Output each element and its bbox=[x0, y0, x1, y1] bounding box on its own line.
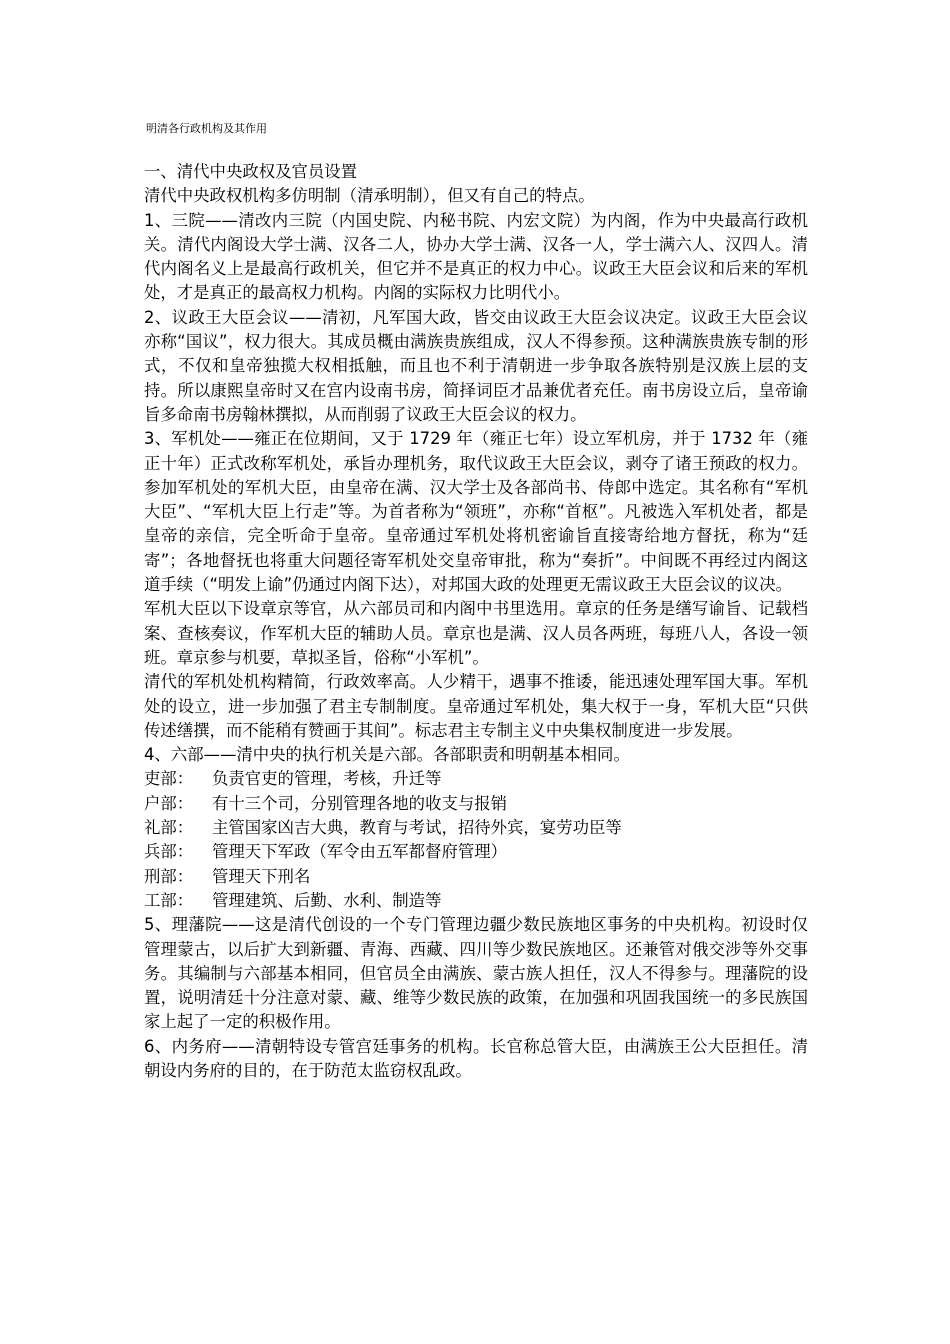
department-desc: 管理天下军政（军令由五军都督府管理） bbox=[212, 842, 508, 862]
department-name: 吏部： bbox=[144, 769, 194, 789]
paragraph-lifanyuan: 5、理藩院——这是清代创设的一个专门管理边疆少数民族地区事务的中央机构。初设时仅管理蒙古，以后扩大到新疆、青海、西藏、四川等少数民族地区。还兼管对俄交涉等外交事务。其编制与六部基本相同，但官员全由满族、蒙古族人担任，汉人不得参与。理藩院的设置，说明清廷十分注意对蒙、藏、维等少数民族的政策，在加强和巩固我国统一的多民族国家上起了一定的积极作用。 bbox=[144, 915, 808, 1032]
paragraph-zhangjing: 军机大臣以下设章京等官，从六部员司和内阁中书里选用。章京的任务是缮写谕旨、记载档案、查核奏议，作军机大臣的辅助人员。章京也是满、汉人员各两班，每班八人，各设一领班。章京参与机要，草拟圣旨，俗称“小军机”。 bbox=[144, 599, 808, 667]
paragraph-grand-council: 3、军机处——雍正在位期间，又于 1729 年（雍正七年）设立军机房，并于 1732 年（雍正十年）正式改称军机处，承旨办理机务，取代议政王大臣会议，剥夺了诸王预政的权力。参加军机处的军机大臣，由皇帝在满、汉大学士及各部尚书、侍郎中选定。其名称有“军机大臣”、“军机大臣上行走”等。为首者称为“领班”，亦称“首枢”。凡被选入军机处者，都是皇帝的亲信，完全听命于皇帝。皇帝通过军机处将机密谕旨直接寄给地方督抚，称为“廷寄”；各地督抚也将重大问题径寄军机处交皇帝审批，称为“奏折”。中间既不再经过内阁这道手续（“明发上谕”仍通过内阁下达），对邦国大政的处理更无需议政王大臣会议的议决。 bbox=[144, 429, 808, 595]
department-desc: 负责官吏的管理，考核，升迁等 bbox=[212, 769, 442, 789]
document-title: 明清各行政机构及其作用 bbox=[146, 122, 267, 135]
paragraph-intro: 清代中央政权机构多仿明制（清承明制），但又有自己的特点。 bbox=[144, 186, 595, 206]
paragraph-neiwufu: 6、内务府——清朝特设专管宫廷事务的机构。长官称总管大臣，由满族王公大臣担任。清朝设内务府的目的，在于防范太监窃权乱政。 bbox=[144, 1036, 808, 1080]
department-row-personnel bbox=[144, 767, 808, 791]
department-name: 兵部： bbox=[144, 842, 194, 862]
paragraph-council: 2、议政王大臣会议——清初，凡军国大政，皆交由议政王大臣会议决定。议政王大臣会议亦称“国议”，权力很大。其成员概由满族贵族组成，汉人不得参预。这种满族贵族专制的形式，不仅和皇帝独揽大权相抵触，而且也不利于清朝进一步争取各族特别是汉族上层的支持。所以康熙皇帝时又在宫内设南书房，简择词臣才品兼优者充任。南书房设立后，皇帝谕旨多命南书房翰林撰拟，从而削弱了议政王大臣会议的权力。 bbox=[144, 307, 808, 424]
department-name: 工部： bbox=[144, 890, 194, 910]
department-name: 刑部： bbox=[144, 866, 194, 886]
document-body bbox=[144, 160, 808, 1083]
department-row-war bbox=[144, 840, 808, 864]
department-desc: 管理天下刑名 bbox=[212, 866, 311, 886]
department-desc: 主管国家凶吉大典，教育与考试，招待外宾，宴劳功臣等 bbox=[212, 818, 622, 838]
paragraph-three-courts: 1、三院——清改内三院（内国史院、内秘书院、内宏文院）为内阁，作为中央最高行政机关。清代内阁设大学士满、汉各二人，协办大学士满、汉各一人，学士满六人、汉四人。清代内阁名义上是最高行政机关，但它并不是真正的权力中心。议政王大臣会议和后来的军机处，才是真正的最高权力机构。内阁的实际权力比明代小。 bbox=[144, 210, 808, 303]
department-desc: 有十三个司，分别管理各地的收支与报销 bbox=[212, 793, 508, 813]
department-name: 礼部： bbox=[144, 818, 194, 838]
paragraph-six-ministries: 4、六部——清中央的执行机关是六部。各部职责和明朝基本相同。 bbox=[144, 745, 630, 765]
department-name: 户部： bbox=[144, 793, 194, 813]
department-row-justice bbox=[144, 865, 808, 889]
department-row-works bbox=[144, 889, 808, 913]
department-row-revenue bbox=[144, 792, 808, 816]
section-heading: 一、清代中央政权及官员设置 bbox=[144, 162, 358, 181]
paragraph-grand-council-effect: 清代的军机处机构精简，行政效率高。人少精干，遇事不推诿，能迅速处理军国大事。军机处的设立，进一步加强了君主专制制度。皇帝通过军机处，集大权于一身，军机大臣“只供传述缮撰，而不能稍有赞画于其间”。标志君主专制主义中央集权制度进一步发展。 bbox=[144, 672, 808, 740]
department-desc: 管理建筑、后勤、水利、制造等 bbox=[212, 890, 442, 910]
department-row-rites bbox=[144, 816, 808, 840]
